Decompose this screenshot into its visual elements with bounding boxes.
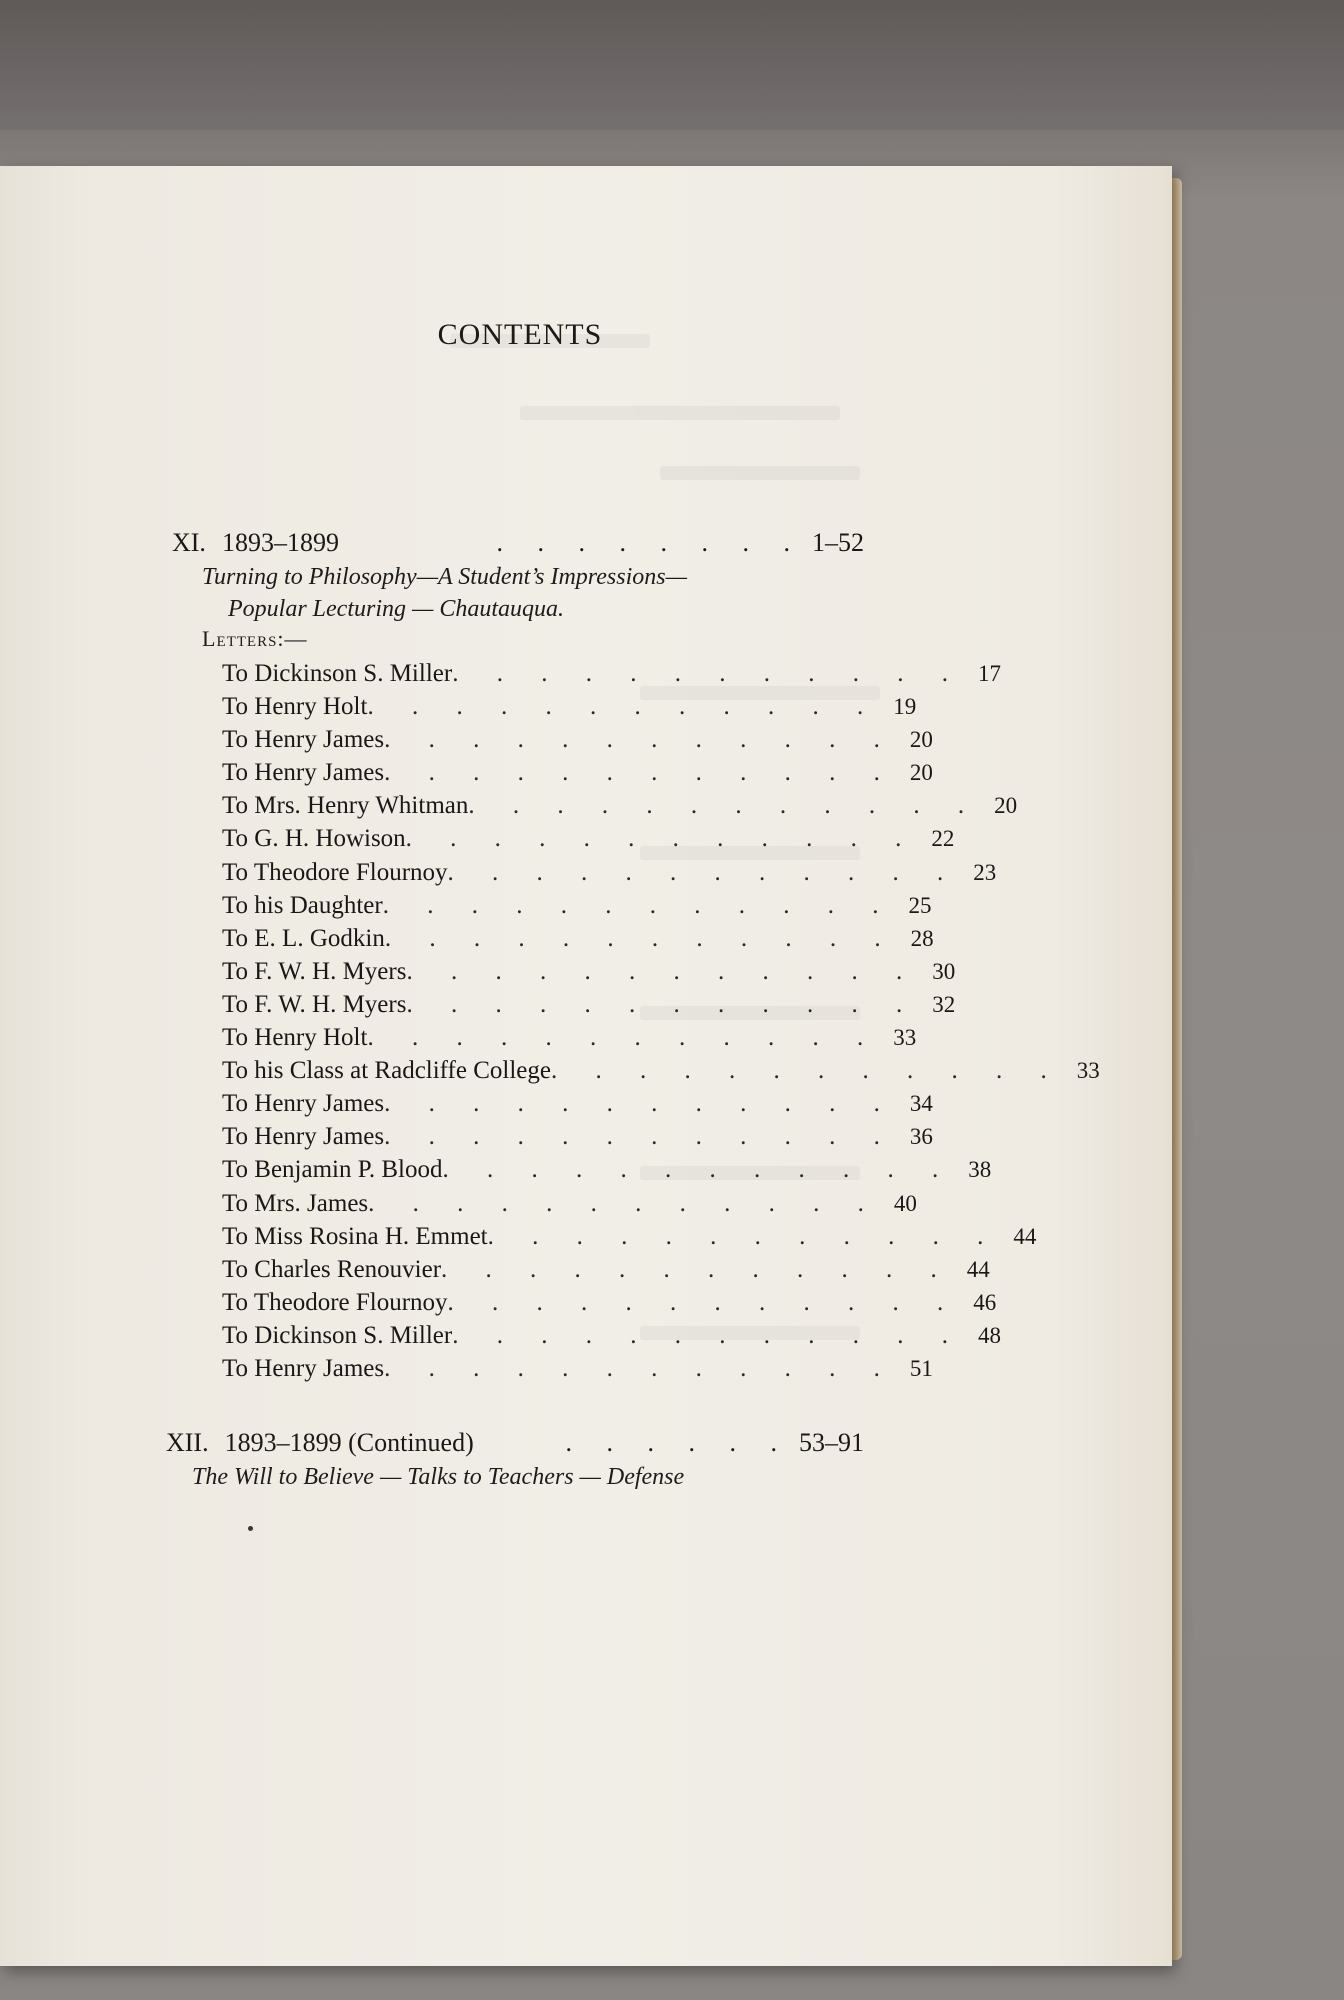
dot-leader: . . . . . . . . . . . . xyxy=(368,1189,880,1217)
letter-recipient: To Mrs. Henry Whitman xyxy=(222,792,469,820)
dot-leader: . . . . . . . . . . . . xyxy=(441,1255,953,1283)
letter-recipient: To F. W. H. Myers xyxy=(222,990,407,1018)
chapter-description: Turning to Philosophy—A Student’s Impressions— xyxy=(202,564,687,590)
letter-entry xyxy=(222,1189,917,1223)
letter-page: 34 xyxy=(909,1091,933,1117)
letter-recipient: To Theodore Flournoy xyxy=(222,858,448,886)
dot-leader: . . . . . . . . . . . . xyxy=(384,1354,896,1382)
letter-page: 28 xyxy=(910,925,934,951)
letter-entry xyxy=(222,1321,1001,1355)
letter-page: 20 xyxy=(909,760,933,786)
letters-label: Letters:— xyxy=(202,626,308,651)
letter-recipient: To Mrs. James xyxy=(222,1189,369,1217)
chapter-years: 1893–1899 xyxy=(221,528,339,557)
chapter-xii-entry xyxy=(166,1428,864,1458)
chapter-pages: 53–91 xyxy=(799,1428,864,1457)
dot-leader: . . . . . . . . . . . . xyxy=(452,1321,964,1349)
letter-entry xyxy=(222,1255,990,1289)
dot-leader: . . . . . . . . . . . . xyxy=(447,1288,960,1316)
letter-recipient: To Theodore Flournoy xyxy=(222,1288,448,1316)
letter-recipient: To E. L. Godkin xyxy=(222,924,385,952)
letter-recipient: To Benjamin P. Blood xyxy=(222,1156,443,1184)
letter-entry xyxy=(222,891,932,925)
letter-recipient: To Dickinson S. Miller xyxy=(222,1321,453,1349)
letter-entry xyxy=(222,1057,1100,1090)
letter-recipient: To Dickinson S. Miller xyxy=(222,660,453,687)
letter-entry xyxy=(222,1288,997,1322)
letter-page: 51 xyxy=(909,1355,933,1381)
letter-entry xyxy=(222,990,956,1024)
letter-entry xyxy=(222,957,956,991)
letter-entry xyxy=(222,1156,992,1189)
dot-leader: . . . . . . xyxy=(565,1428,791,1457)
letter-page: 30 xyxy=(932,958,956,984)
letter-entry xyxy=(222,1354,933,1388)
letter-page: 22 xyxy=(931,826,955,852)
letter-page: 17 xyxy=(977,661,1001,686)
letter-page: 20 xyxy=(909,727,933,753)
letter-recipient: To Henry James xyxy=(222,1090,385,1118)
chapter-pages: 1–52 xyxy=(812,528,864,557)
letter-page: 36 xyxy=(909,1124,933,1150)
dot-leader: . . . . . . . . . . . . xyxy=(468,792,981,820)
ink-dot xyxy=(248,1526,253,1531)
letter-page: 40 xyxy=(893,1190,917,1216)
dot-leader: . . . . . . . . . . . . xyxy=(447,858,960,886)
letter-page: 38 xyxy=(968,1157,992,1183)
letter-page: 25 xyxy=(908,892,932,918)
letter-entry xyxy=(222,825,955,858)
letters-list xyxy=(222,660,1100,1388)
letter-recipient: To Henry James xyxy=(222,759,385,787)
chapter-description: The Will to Believe — Talks to Teachers — Defense xyxy=(192,1464,685,1490)
letter-entry xyxy=(222,759,933,792)
letter-entry xyxy=(222,1222,1037,1256)
letter-page: 46 xyxy=(973,1289,997,1315)
letter-entry xyxy=(222,1090,933,1123)
dot-leader: . . . . . . . . . . . . xyxy=(487,1222,1000,1250)
dot-leader: . . . . . . . . xyxy=(496,528,804,557)
letter-recipient: To F. W. H. Myers xyxy=(222,957,407,985)
letter-recipient: To Henry Holt xyxy=(222,693,368,721)
letter-recipient: To his Daughter xyxy=(222,891,383,919)
letter-page: 20 xyxy=(994,793,1018,819)
letter-recipient: To G. H. Howison xyxy=(222,825,406,853)
dot-leader: . . . . . . . . . . . . xyxy=(452,660,964,687)
backdrop xyxy=(0,0,1344,130)
dot-leader: . . . . . . . . . . . . xyxy=(384,1090,896,1118)
page-title: CONTENTS xyxy=(437,318,603,351)
dot-leader: . . . . . . . . . . . . xyxy=(405,825,918,853)
dot-leader: . . . . . . . . . . . . xyxy=(367,693,880,721)
letter-page: 33 xyxy=(1076,1058,1100,1084)
letter-entry xyxy=(222,660,1001,693)
chapter-years: 1893–1899 (Continued) xyxy=(224,1428,474,1457)
letter-recipient: To Henry Holt xyxy=(222,1024,368,1052)
letter-recipient: To Miss Rosina H. Emmet xyxy=(222,1222,488,1250)
dot-leader: . . . . . . . . . . . . xyxy=(384,759,896,787)
dot-leader: . . . . . . . . . . . . xyxy=(406,957,919,985)
dot-leader: . . . . . . . . . . . . xyxy=(382,891,895,919)
letter-recipient: To Henry James xyxy=(222,726,385,754)
letter-entry xyxy=(222,792,1018,825)
dot-leader: . . . . . . . . . . . . xyxy=(384,1123,896,1151)
letter-page: 32 xyxy=(932,991,956,1017)
chapter-numeral: XI. xyxy=(172,528,206,557)
letter-recipient: To Charles Renouvier xyxy=(222,1255,442,1283)
letter-recipient: To Henry James xyxy=(222,1123,385,1151)
chapter-numeral: XII. xyxy=(166,1428,209,1457)
letter-page: 33 xyxy=(893,1025,917,1051)
letter-page: 44 xyxy=(1013,1223,1037,1249)
chapter-xi-entry xyxy=(172,528,864,558)
letter-page: 48 xyxy=(977,1322,1001,1348)
letter-entry xyxy=(222,1024,917,1057)
letter-page: 23 xyxy=(973,859,997,885)
letter-entry xyxy=(222,858,997,892)
letter-entry xyxy=(222,726,933,759)
letter-entry xyxy=(222,924,934,958)
letter-recipient: To Henry James xyxy=(222,1354,385,1382)
dot-leader: . . . . . . . . . . . . xyxy=(550,1057,1063,1085)
letter-page: 44 xyxy=(966,1256,990,1282)
dot-leader: . . . . . . . . . . . . xyxy=(442,1156,955,1184)
letter-entry xyxy=(222,693,917,726)
letter-page: 19 xyxy=(893,694,917,720)
letter-entry xyxy=(222,1123,933,1156)
dot-leader: . . . . . . . . . . . . xyxy=(406,990,919,1018)
dot-leader: . . . . . . . . . . . . xyxy=(384,726,896,754)
chapter-description: Popular Lecturing — Chautauqua. xyxy=(228,596,565,622)
letter-recipient: To his Class at Radcliffe College xyxy=(222,1057,551,1085)
dot-leader: . . . . . . . . . . . . xyxy=(384,924,897,952)
dot-leader: . . . . . . . . . . . . xyxy=(367,1024,880,1052)
